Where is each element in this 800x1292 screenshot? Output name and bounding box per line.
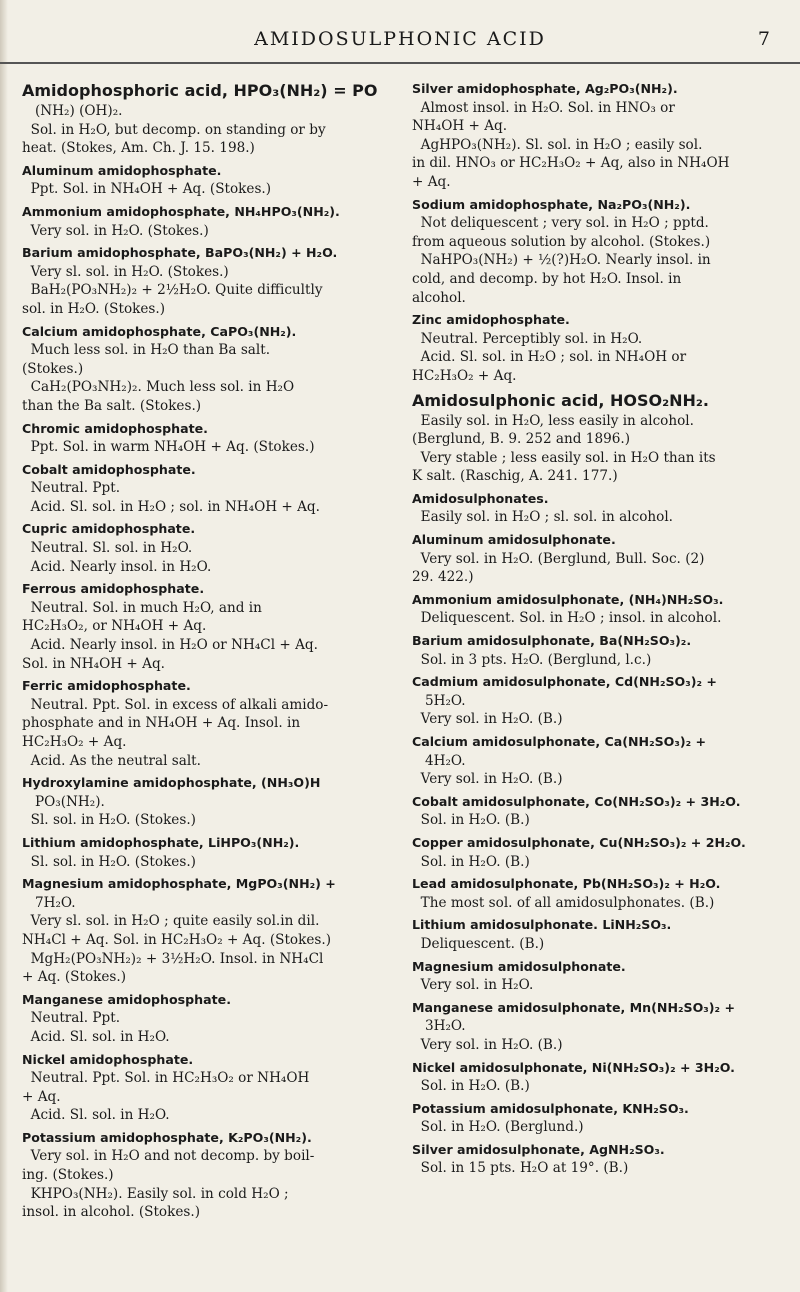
entry-text: NaHPO₃(NH₂) + ½(?)H₂O. Nearly insol. in: [412, 252, 711, 269]
entry-text: Very sol. in H₂O. (Stokes.): [22, 222, 209, 239]
entry-text: Neutral. Sol. in much H₂O, and in: [22, 599, 262, 616]
entry-title: Ferrous amidophosphate.: [22, 581, 205, 597]
left-entry: [22, 162, 390, 199]
entry-title: Ammonium amidophosphate, NH₄HPO₃(NH₂).: [22, 203, 340, 219]
right-entry: [412, 958, 782, 995]
left-entry: [22, 244, 390, 318]
entry-text: Acid. Sl. sol. in H₂O ; sol. in NH₄OH or: [412, 349, 687, 366]
entry-title: Nickel amidosulphonate, Ni(NH₂SO₃)₂ + 3H₂O.: [412, 1059, 735, 1075]
right-entry: [412, 834, 782, 871]
left-entry: [22, 774, 390, 830]
entry-title: Nickel amidophosphate.: [22, 1051, 194, 1067]
entry-text: AgHPO₃(NH₂). Sl. sol. in H₂O ; easily sol.: [412, 136, 703, 153]
entry-text: KHPO₃(NH₂). Easily sol. in cold H₂O ;: [22, 1185, 289, 1202]
entry-text: (NH₂) (OH)₂.: [22, 103, 123, 119]
entry-text: Deliquescent. Sol. in H₂O ; insol. in alcohol.: [412, 610, 722, 627]
entry-title: Cobalt amidosulphonate, Co(NH₂SO₃)₂ + 3H₂O.: [412, 793, 741, 809]
entry-text: Not deliquescent ; very sol. in H₂O ; pptd.: [412, 215, 709, 232]
right-entry: [412, 80, 782, 192]
entry-text: (Stokes.): [22, 360, 84, 377]
left-entry: [22, 203, 390, 240]
entry-text: 4H₂O.: [412, 752, 466, 769]
entry-text: 3H₂O.: [412, 1018, 466, 1035]
entry-text: Sol. in H₂O. (B.): [412, 1078, 530, 1095]
page-binding-edge: [0, 0, 8, 1292]
entry-text: Very sol. in H₂O. (B.): [412, 711, 563, 728]
entry-text: (Berglund, B. 9. 252 and 1896.): [412, 431, 631, 448]
entry-text: Much less sol. in H₂O than Ba salt.: [22, 342, 271, 359]
left-entry: [22, 520, 390, 576]
entry-text: Neutral. Perceptibly sol. in H₂O.: [412, 330, 643, 347]
entry-text: Easily sol. in H₂O, less easily in alcohol.: [412, 412, 694, 429]
right-entry: [412, 311, 782, 385]
entry-title: Barium amidophosphate, BaPO₃(NH₂) + H₂O.: [22, 245, 338, 261]
entry-title: Ammonium amidosulphonate, (NH₄)NH₂SO₃.: [412, 591, 724, 607]
page-number: 7: [757, 28, 770, 50]
entry-text: CaH₂(PO₃NH₂)₂. Much less sol. in H₂O: [22, 379, 295, 396]
entry-title: Cupric amidophosphate.: [22, 521, 196, 537]
entry-title: Manganese amidosulphonate, Mn(NH₂SO₃)₂ +: [412, 999, 735, 1015]
entry-text: Deliquescent. (B.): [412, 935, 545, 952]
entry-title: Sodium amidophosphate, Na₂PO₃(NH₂).: [412, 196, 691, 212]
entry-text: + Aq. (Stokes.): [22, 969, 127, 986]
entry-text: heat. (Stokes, Am. Ch. J. 15. 198.): [22, 140, 255, 157]
entry-title: Lead amidosulphonate, Pb(NH₂SO₃)₂ + H₂O.: [412, 876, 721, 892]
right-entry: [412, 733, 782, 789]
entry-text: insol. in alcohol. (Stokes.): [22, 1204, 200, 1221]
entry-title: Barium amidosulphonate, Ba(NH₂SO₃)₂.: [412, 633, 692, 649]
entry-text: NH₄OH + Aq.: [412, 118, 508, 135]
entry-text: Very sol. in H₂O and not decomp. by boil-: [22, 1148, 315, 1165]
entry-text: Very sol. in H₂O. (B.): [412, 1036, 563, 1053]
entry-title: Cobalt amidophosphate.: [22, 461, 196, 477]
left-entry: [22, 580, 390, 673]
entry-text: Sol. in H₂O. (B.): [412, 812, 530, 829]
entry-title: Potassium amidosulphonate, KNH₂SO₃.: [412, 1100, 689, 1116]
entry-title: Manganese amidophosphate.: [22, 991, 231, 1007]
left-entry: [22, 677, 390, 770]
entry-text: Acid. Sl. sol. in H₂O.: [22, 1028, 170, 1045]
entry-title: Amidosulphonates.: [412, 490, 549, 506]
entry-text: Acid. Sl. sol. in H₂O.: [22, 1107, 170, 1124]
left-entry: [22, 461, 390, 517]
entry-text: Neutral. Sl. sol. in H₂O.: [22, 540, 193, 557]
entry-text: The most sol. of all amidosulphonates. (B.): [412, 894, 715, 911]
left-entry: [22, 991, 390, 1047]
right-entry: [412, 1100, 782, 1137]
entry-title: Copper amidosulphonate, Cu(NH₂SO₃)₂ + 2H₂O.: [412, 834, 746, 850]
right-entry: [412, 591, 782, 628]
entry-text: alcohol.: [412, 289, 466, 306]
entry-title: Calcium amidophosphate, CaPO₃(NH₂).: [22, 323, 297, 339]
entry-title: Magnesium amidophosphate, MgPO₃(NH₂) +: [22, 876, 336, 892]
entry-text: PO₃(NH₂).: [22, 793, 105, 810]
entry-text: Acid. Sl. sol. in H₂O ; sol. in NH₄OH + Aq.: [22, 498, 320, 515]
entry-text: Very sl. sol. in H₂O. (Stokes.): [22, 263, 229, 280]
left-entry: [22, 420, 390, 457]
entry-title: Calcium amidosulphonate, Ca(NH₂SO₃)₂ +: [412, 734, 707, 749]
entry-text: Sl. sol. in H₂O. (Stokes.): [22, 853, 196, 870]
entry-text: Almost insol. in H₂O. Sol. in HNO₃ or: [412, 99, 675, 116]
entry-text: HC₂H₃O₂ + Aq.: [412, 367, 517, 384]
entry-text: Very sol. in H₂O.: [412, 977, 534, 994]
entry-title: Lithium amidosulphonate. LiNH₂SO₃.: [412, 917, 672, 933]
entry-title: Silver amidosulphonate, AgNH₂SO₃.: [412, 1141, 665, 1157]
entry-text: Sol. in H₂O. (Berglund.): [412, 1119, 584, 1136]
entry-title: Chromic amidophosphate.: [22, 420, 208, 436]
entry-title: Ferric amidophosphate.: [22, 678, 191, 694]
entry-text: 5H₂O.: [412, 692, 466, 709]
entry-title: Amidosulphonic acid, HOSO₂NH₂.: [412, 390, 710, 410]
entry-title: Cadmium amidosulphonate, Cd(NH₂SO₃)₂ +: [412, 674, 717, 690]
right-entry: [412, 793, 782, 830]
entry-text: Easily sol. in H₂O ; sl. sol. in alcohol.: [412, 509, 673, 526]
entry-text: Acid. As the neutral salt.: [22, 752, 201, 769]
entry-text: Sol. in 15 pts. H₂O at 19°. (B.): [412, 1160, 629, 1177]
entry-title: Amidophosphoric acid, HPO₃(NH₂) = PO: [22, 81, 378, 100]
entry-text: Very stable ; less easily sol. in H₂O than its: [412, 449, 716, 466]
entry-text: Very sl. sol. in H₂O ; quite easily sol.in dil.: [22, 913, 320, 930]
entry-text: Neutral. Ppt. Sol. in excess of alkali amido-: [22, 696, 329, 713]
entry-text: from aqueous solution by alcohol. (Stokes.): [412, 233, 711, 250]
left-entry: [22, 323, 390, 416]
left-entry: [22, 1051, 390, 1125]
right-entry: [412, 632, 782, 669]
entry-text: HC₂H₃O₂, or NH₄OH + Aq.: [22, 618, 207, 635]
entry-text: Ppt. Sol. in warm NH₄OH + Aq. (Stokes.): [22, 439, 315, 456]
entry-title: Silver amidophosphate, Ag₂PO₃(NH₂).: [412, 81, 678, 96]
page-header: [0, 18, 800, 58]
entry-text: Neutral. Ppt.: [22, 1010, 121, 1027]
entry-title: Zinc amidophosphate.: [412, 312, 570, 328]
entry-text: + Aq.: [412, 173, 451, 190]
entry-text: MgH₂(PO₃NH₂)₂ + 3½H₂O. Insol. in NH₄Cl: [22, 950, 324, 967]
entry-text: 29. 422.): [412, 569, 474, 586]
entry-text: cold, and decomp. by hot H₂O. Insol. in: [412, 270, 682, 287]
entry-text: Sl. sol. in H₂O. (Stokes.): [22, 812, 196, 829]
entry-title: Lithium amidophosphate, LiHPO₃(NH₂).: [22, 834, 300, 850]
right-entry: [412, 1059, 782, 1096]
left-entry: [22, 834, 390, 871]
right-entry: [412, 531, 782, 587]
entry-title: Magnesium amidosulphonate.: [412, 958, 626, 974]
right-entry: [412, 673, 782, 729]
entry-text: 7H₂O.: [22, 894, 76, 911]
right-entry: [412, 875, 782, 912]
entry-title: Aluminum amidosulphonate.: [412, 532, 616, 548]
entry-title: Potassium amidophosphate, K₂PO₃(NH₂).: [22, 1129, 312, 1145]
entry-text: Very sol. in H₂O. (B.): [412, 771, 563, 788]
entry-text: Sol. in H₂O. (B.): [412, 853, 530, 870]
entry-text: K salt. (Raschig, A. 241. 177.): [412, 468, 618, 485]
entry-text: in dil. HNO₃ or HC₂H₃O₂ + Aq, also in NH₄OH: [412, 155, 730, 172]
right-entry: [412, 390, 782, 486]
entry-text: ing. (Stokes.): [22, 1167, 114, 1184]
right-entry: [412, 490, 782, 527]
left-entry: [22, 1129, 390, 1222]
entry-text: Acid. Nearly insol. in H₂O or NH₄Cl + Aq.: [22, 637, 318, 654]
entry-text: Sol. in NH₄OH + Aq.: [22, 655, 165, 672]
left-entry: [22, 80, 390, 158]
entry-text: + Aq.: [22, 1088, 61, 1105]
entry-text: Ppt. Sol. in NH₄OH + Aq. (Stokes.): [22, 181, 272, 198]
entry-text: Sol. in 3 pts. H₂O. (Berglund, l.c.): [412, 651, 652, 668]
entry-text: NH₄Cl + Aq. Sol. in HC₂H₃O₂ + Aq. (Stokes.): [22, 931, 331, 948]
left-column: [22, 80, 390, 1226]
right-entry: [412, 196, 782, 308]
left-entry: [22, 875, 390, 987]
entry-text: BaH₂(PO₃NH₂)₂ + 2½H₂O. Quite difficultly: [22, 282, 323, 299]
entry-text: than the Ba salt. (Stokes.): [22, 397, 202, 414]
right-column: [412, 80, 782, 1182]
entry-text: Very sol. in H₂O. (Berglund, Bull. Soc. (2): [412, 550, 705, 567]
entry-title: Aluminum amidophosphate.: [22, 162, 222, 178]
entry-text: sol. in H₂O. (Stokes.): [22, 300, 166, 317]
header-rule: [0, 62, 800, 64]
right-entry: [412, 1141, 782, 1178]
right-entry: [412, 916, 782, 953]
running-title: AMIDOSULPHONIC ACID: [254, 28, 546, 50]
entry-text: phosphate and in NH₄OH + Aq. Insol. in: [22, 715, 301, 732]
entry-text: Neutral. Ppt.: [22, 480, 121, 497]
entry-title: Hydroxylamine amidophosphate, (NH₃O)H: [22, 775, 321, 791]
entry-text: Sol. in H₂O, but decomp. on standing or by: [22, 121, 326, 138]
entry-text: Neutral. Ppt. Sol. in HC₂H₃O₂ or NH₄OH: [22, 1070, 310, 1087]
right-entry: [412, 999, 782, 1055]
entry-text: Acid. Nearly insol. in H₂O.: [22, 558, 212, 575]
entry-text: HC₂H₃O₂ + Aq.: [22, 734, 127, 750]
